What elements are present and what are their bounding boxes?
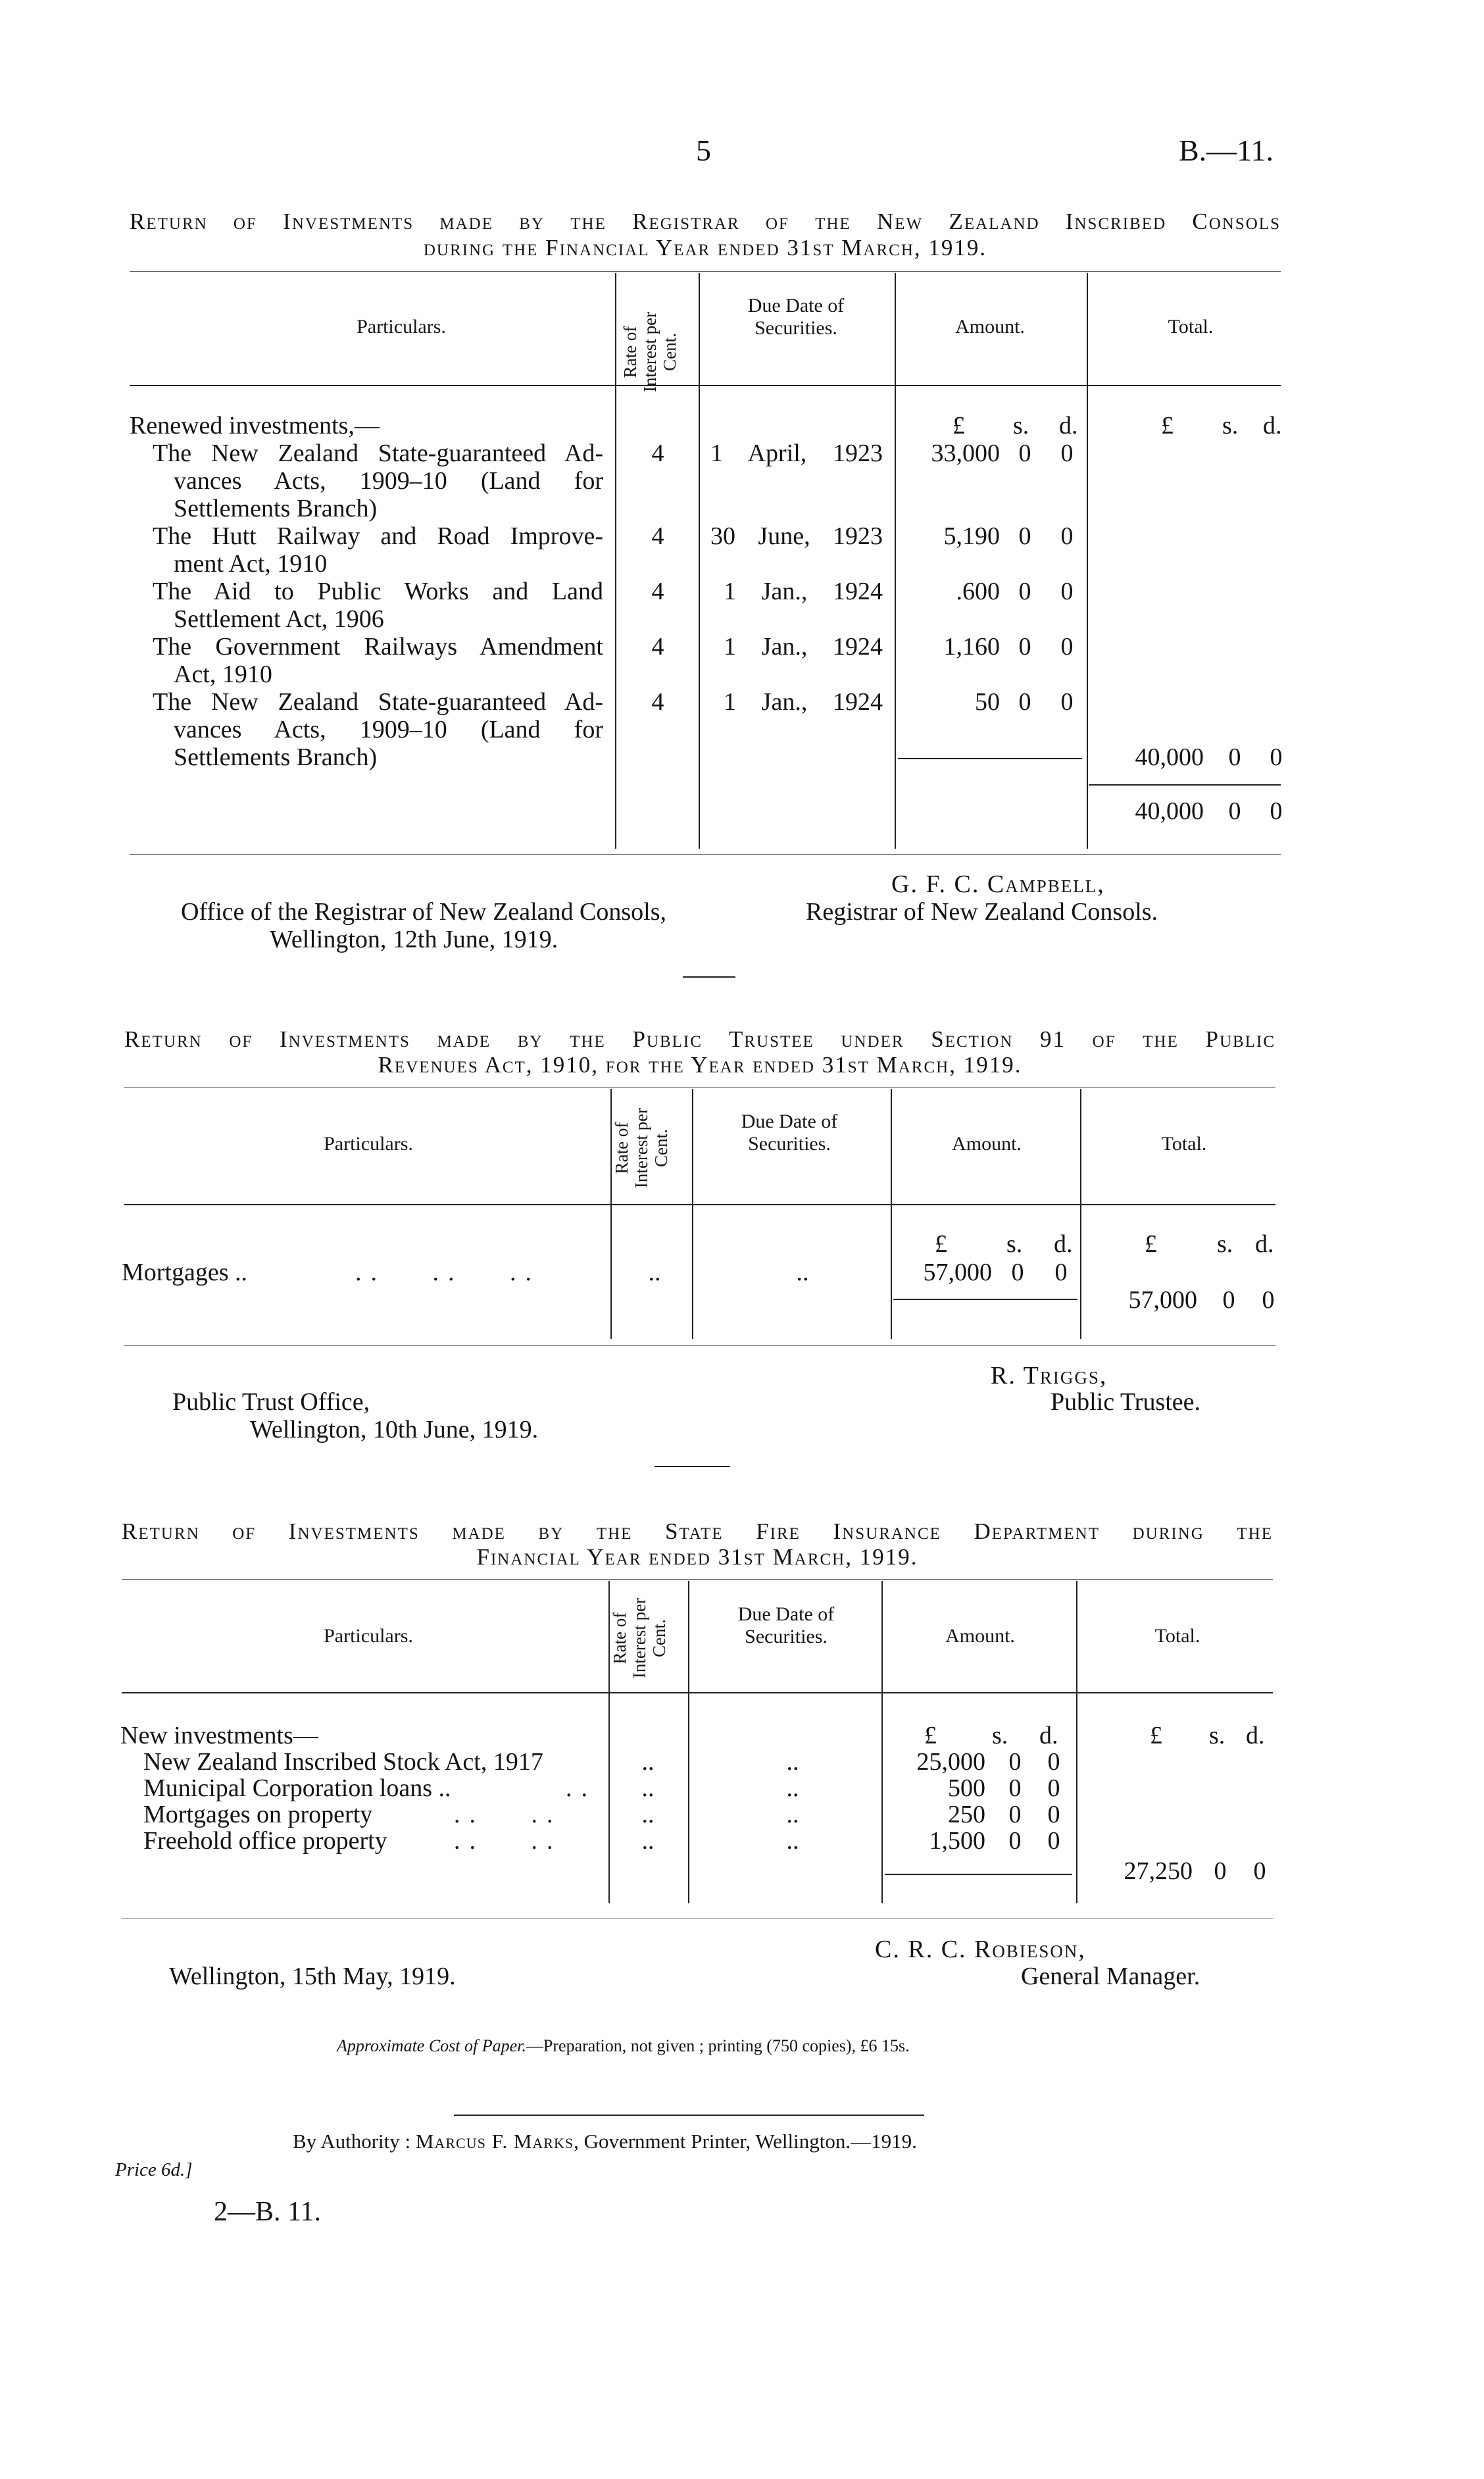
row-amount-shillings: 0 [1008, 1774, 1022, 1802]
total-pounds: 27,250 [1124, 1857, 1193, 1885]
table-rule [122, 1579, 1273, 1580]
grand-total-pounds: 40,000 [1135, 797, 1204, 825]
currency-shillings: s. [1222, 412, 1239, 439]
row-amount-shillings: 0 [1008, 1801, 1022, 1828]
currency-pence: d. [1246, 1722, 1265, 1749]
column-header-particulars: Particulars. [324, 1133, 413, 1155]
row-particulars-line: Settlements Branch) [174, 495, 378, 522]
row-amount-pounds: 50 [975, 688, 1000, 716]
row-rate: .. [641, 1774, 655, 1802]
column-header-amount: Amount. [955, 316, 1025, 338]
row-amount-pence: 0 [1060, 688, 1074, 716]
leader-dots: .. .. .. [355, 1259, 541, 1286]
row-particulars-line: vances Acts, 1909–10 (Land for [174, 716, 603, 743]
row-due-date: .. [786, 1801, 799, 1828]
signatory-name: R. Triggs, [991, 1362, 1108, 1390]
column-divider [1087, 273, 1088, 849]
column-divider [891, 1089, 892, 1339]
row-amount-pence: 0 [1060, 578, 1074, 605]
row-rate: 4 [651, 633, 664, 661]
signatory-name: C. R. C. Robieson, [875, 1936, 1086, 1963]
column-header-rate: Rate of Interest per Cent. [620, 311, 680, 393]
row-due-date: 1 Jan., 1924 [724, 633, 883, 661]
row-particulars-line: The Aid to Public Works and Land [153, 578, 603, 605]
subtotal-rule [898, 758, 1082, 759]
office-line: Office of the Registrar of New Zealand Consols, [181, 898, 666, 926]
row-amount-pounds: 33,000 [931, 439, 1000, 467]
row-rate: 4 [651, 439, 664, 467]
signatory-title: General Manager. [1021, 1963, 1200, 1990]
leader-dots: .. .. [454, 1827, 562, 1855]
currency-shillings: s. [1217, 1230, 1233, 1258]
row-amount-pence: 0 [1060, 439, 1074, 467]
currency-pounds: £ [952, 412, 965, 439]
total-pence: 0 [1253, 1857, 1266, 1885]
column-divider [881, 1581, 883, 1903]
column-header-total: Total. [1154, 1625, 1200, 1647]
total-shillings: 0 [1214, 1857, 1227, 1885]
currency-pounds: £ [924, 1722, 937, 1749]
column-header-total: Total. [1168, 316, 1214, 338]
row-particulars-line: Act, 1910 [174, 661, 272, 688]
currency-shillings: s. [1013, 412, 1029, 439]
row-particulars-line: vances Acts, 1909–10 (Land for [174, 467, 603, 495]
total-pounds: 57,000 [1128, 1286, 1197, 1314]
column-header-total: Total. [1161, 1133, 1207, 1155]
row-due-date: .. [786, 1748, 799, 1776]
office-date: Wellington, 10th June, 1919. [250, 1416, 539, 1443]
section1-title-line2: during the Financial Year ended 31st March, 1919. [423, 235, 987, 261]
row-rate: 4 [651, 522, 664, 550]
column-header-amount: Amount. [952, 1133, 1022, 1155]
row-amount-shillings: 0 [1008, 1827, 1022, 1855]
row-particulars-line: The Government Railways Amendment [153, 633, 603, 661]
section-separator [655, 1466, 730, 1467]
row-due-date: 1 April, 1923 [710, 439, 883, 467]
currency-pence: d. [1255, 1230, 1274, 1258]
currency-pence: d. [1054, 1230, 1073, 1258]
row-amount-shillings: 0 [1018, 522, 1031, 550]
office-date: Wellington, 12th June, 1919. [270, 926, 558, 953]
row-particulars-line: ment Act, 1910 [174, 550, 328, 578]
section1-title-line1: Return of Investments made by the Registrar of the New Zealand Inscribed Consols [130, 209, 1281, 234]
printer-authority: By Authority : Marcus F. Marks, Government Printer, Wellington.—1919. [293, 2130, 917, 2153]
row-amount-shillings: 0 [1011, 1259, 1024, 1286]
group-label: Renewed investments,— [130, 412, 380, 439]
column-header-particulars: Particulars. [357, 316, 446, 338]
total-pence: 0 [1270, 743, 1283, 771]
column-divider [699, 273, 700, 849]
table-rule [124, 1204, 1275, 1205]
currency-shillings: s. [1209, 1722, 1225, 1749]
row-particulars: Freehold office property [143, 1827, 387, 1855]
currency-pounds: £ [1145, 1230, 1157, 1258]
row-amount-pence: 0 [1047, 1801, 1060, 1828]
footer-rule [454, 2115, 924, 2116]
row-amount-shillings: 0 [1018, 439, 1031, 467]
currency-pence: d. [1039, 1722, 1058, 1749]
leader-dots: .. [566, 1774, 597, 1802]
row-rate: 4 [651, 578, 664, 605]
table-rule [130, 385, 1281, 386]
row-amount-shillings: 0 [1018, 633, 1031, 661]
row-particulars-line: The Hutt Railway and Road Improve- [153, 522, 603, 550]
row-due-date: .. [796, 1259, 809, 1286]
signatory-name: G. F. C. Campbell, [891, 870, 1105, 898]
signatory-title: Registrar of New Zealand Consols. [806, 898, 1158, 926]
row-due-date: .. [786, 1774, 799, 1802]
row-rate: .. [641, 1748, 655, 1776]
table-rule [124, 1345, 1275, 1346]
table-rule [130, 271, 1281, 272]
row-amount-pence: 0 [1060, 633, 1074, 661]
currency-pounds: £ [1161, 412, 1174, 439]
row-due-date: .. [786, 1827, 799, 1855]
row-particulars: Mortgages .. [122, 1259, 248, 1286]
currency-pence: d. [1263, 412, 1282, 439]
row-due-date: 30 June, 1923 [710, 522, 883, 550]
row-due-date: 1 Jan., 1924 [724, 578, 883, 605]
row-amount-shillings: 0 [1018, 688, 1031, 716]
row-particulars-line: The New Zealand State-guaranteed Ad- [153, 688, 603, 716]
total-shillings: 0 [1228, 743, 1241, 771]
row-amount-pence: 0 [1047, 1827, 1060, 1855]
row-rate: 4 [651, 688, 664, 716]
column-header-particulars: Particulars. [324, 1625, 413, 1647]
column-divider [692, 1089, 693, 1339]
row-amount-pounds: 1,500 [929, 1827, 985, 1855]
signatory-title: Public Trustee. [1051, 1388, 1201, 1416]
column-divider [895, 273, 896, 849]
subtotal-rule [893, 1299, 1077, 1300]
grand-total-shillings: 0 [1228, 797, 1241, 825]
leader-dots: .. .. [454, 1801, 562, 1828]
row-particulars: Mortgages on property [143, 1801, 373, 1828]
total-pounds: 40,000 [1135, 743, 1204, 771]
row-amount-pence: 0 [1047, 1774, 1060, 1802]
row-amount-pence: 0 [1054, 1259, 1068, 1286]
total-rule [1089, 784, 1281, 786]
column-header-rate: Rate of Interest per Cent. [610, 1597, 669, 1679]
table-rule [130, 854, 1281, 855]
row-amount-pence: 0 [1047, 1748, 1060, 1776]
row-rate: .. [641, 1801, 655, 1828]
section3-title-line2: Financial Year ended 31st March, 1919. [476, 1544, 918, 1570]
row-rate: .. [648, 1259, 661, 1286]
column-header-amount: Amount. [945, 1625, 1015, 1647]
column-divider [1076, 1581, 1077, 1903]
subtotal-rule [885, 1874, 1072, 1875]
row-particulars-line: Settlements Branch) [174, 743, 378, 771]
row-particulars-line: Settlement Act, 1906 [174, 605, 384, 633]
row-particulars: Municipal Corporation loans .. [143, 1774, 451, 1802]
cost-of-paper-note: Approximate Cost of Paper.—Preparation, not given ; printing (750 copies), £6 15s. [337, 2036, 910, 2055]
section-separator [683, 976, 735, 978]
column-header-due-date: Due Date of Securities. [747, 295, 845, 339]
price-note: Price 6d.] [115, 2159, 193, 2180]
table-rule [124, 1087, 1275, 1088]
column-divider [688, 1581, 689, 1903]
column-divider [1080, 1089, 1081, 1339]
row-amount-pounds: .600 [956, 578, 1000, 605]
currency-shillings: s. [992, 1722, 1008, 1749]
row-amount-pence: 0 [1060, 522, 1074, 550]
currency-pence: d. [1059, 412, 1078, 439]
row-amount-pounds: 5,190 [943, 522, 1000, 550]
grand-total-pence: 0 [1270, 797, 1283, 825]
currency-pounds: £ [935, 1230, 947, 1258]
section3-title-line1: Return of Investments made by the State Fire Insurance Department during the [122, 1518, 1273, 1544]
column-header-rate: Rate of Interest per Cent. [612, 1107, 671, 1189]
group-label: New investments— [120, 1722, 318, 1749]
row-amount-shillings: 0 [1018, 578, 1031, 605]
row-amount-pounds: 250 [948, 1801, 985, 1828]
document-reference: B.—11. [1179, 134, 1274, 167]
section2-title-line2: Revenues Act, 1910, for the Year ended 31st March, 1919. [378, 1052, 1022, 1078]
total-shillings: 0 [1222, 1286, 1235, 1314]
signature-mark: 2—B. 11. [214, 2197, 321, 2227]
row-amount-pounds: 57,000 [923, 1259, 992, 1286]
row-rate: .. [641, 1827, 655, 1855]
column-header-due-date: Due Date of Securities. [741, 1111, 838, 1155]
row-amount-pounds: 500 [948, 1774, 985, 1802]
page-number: 5 [696, 134, 711, 167]
row-particulars: New Zealand Inscribed Stock Act, 1917 [143, 1748, 543, 1776]
table-rule [122, 1692, 1273, 1693]
row-amount-pounds: 1,160 [943, 633, 1000, 661]
office-date: Wellington, 15th May, 1919. [169, 1963, 456, 1990]
currency-shillings: s. [1006, 1230, 1023, 1258]
total-pence: 0 [1262, 1286, 1275, 1314]
row-amount-pounds: 25,000 [916, 1748, 985, 1776]
column-header-due-date: Due Date of Securities. [737, 1603, 835, 1647]
row-due-date: 1 Jan., 1924 [724, 688, 883, 716]
office-line: Public Trust Office, [172, 1388, 370, 1416]
column-divider [615, 273, 616, 849]
row-particulars-line: The New Zealand State-guaranteed Ad- [153, 439, 603, 467]
row-amount-shillings: 0 [1008, 1748, 1022, 1776]
section2-title-line1: Return of Investments made by the Public Trustee under Section 91 of the Public [124, 1026, 1275, 1052]
currency-pounds: £ [1150, 1722, 1162, 1749]
